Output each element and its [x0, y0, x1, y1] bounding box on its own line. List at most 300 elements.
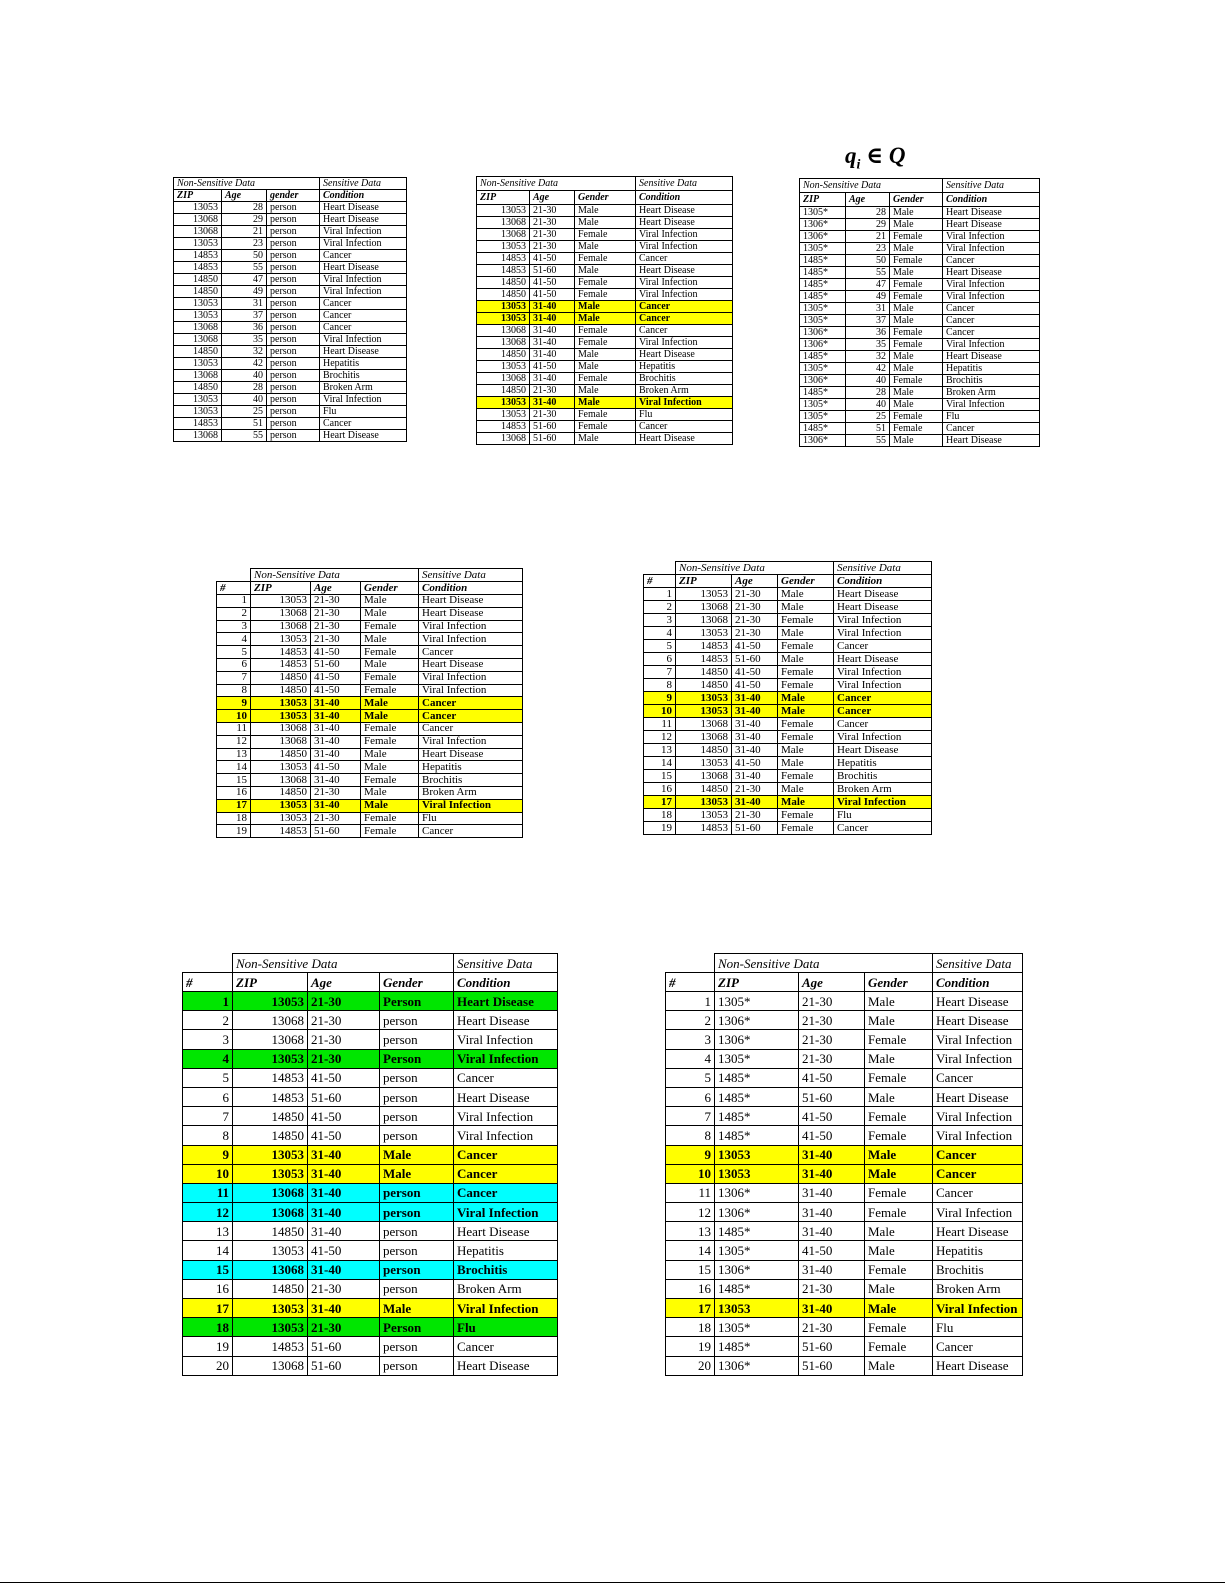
table-cell: Person [380, 1318, 454, 1337]
table-cell: Cancer [320, 250, 407, 262]
table-cell: 14853 [676, 640, 732, 653]
table-row [666, 1087, 1023, 1106]
table-cell: 14853 [233, 1337, 308, 1356]
table-cell: 13 [666, 1222, 715, 1241]
table-row [644, 822, 932, 835]
table-cell: 41-50 [732, 666, 778, 679]
table-cell: 1306* [800, 375, 846, 387]
table-cell: 5 [217, 646, 251, 659]
column-header: Gender [890, 193, 943, 207]
table-row [644, 588, 932, 601]
group-sensitive-label: Sensitive Data [834, 562, 932, 575]
table-cell: Cancer [454, 1164, 558, 1183]
table-cell: 13068 [477, 433, 530, 445]
table-row [800, 315, 1040, 327]
table-cell: 21-30 [799, 1279, 865, 1298]
table-cell: 13068 [174, 430, 222, 442]
table-cell: 3 [183, 1030, 233, 1049]
table-cell: Viral Infection [636, 337, 733, 349]
table-cell: Male [575, 301, 636, 313]
table-cell: 1305* [715, 1241, 799, 1260]
column-header: Condition [933, 973, 1023, 992]
group-sensitive-label: Sensitive Data [419, 569, 523, 582]
table-cell: Heart Disease [419, 658, 523, 671]
column-header: # [666, 973, 715, 992]
table-row [183, 1279, 558, 1298]
table-cell: Male [865, 1087, 933, 1106]
group-header-row [174, 178, 407, 190]
table-row [666, 1011, 1023, 1030]
table-cell: 41-50 [732, 679, 778, 692]
table-row [644, 692, 932, 705]
table-cell: 1485* [715, 1222, 799, 1241]
table-row [217, 646, 523, 659]
table-cell: Female [575, 289, 636, 301]
table-cell: Male [890, 363, 943, 375]
table-row [800, 411, 1040, 423]
table-cell: 31-40 [311, 774, 361, 787]
table-cell: 51-60 [530, 433, 575, 445]
table-cell: 13068 [477, 337, 530, 349]
table-row [183, 992, 558, 1011]
table-row [217, 658, 523, 671]
table-cell: Male [778, 757, 834, 770]
table-row [174, 322, 407, 334]
table-row [644, 705, 932, 718]
table-cell: 31-40 [311, 722, 361, 735]
table-cell: 41-50 [311, 671, 361, 684]
table-cell: 14853 [676, 822, 732, 835]
table-row [644, 614, 932, 627]
table-cell: 3 [666, 1030, 715, 1049]
data-table-t3 [799, 178, 1040, 447]
table-cell: 21-30 [308, 1011, 380, 1030]
table-row [644, 796, 932, 809]
table-cell: 1485* [715, 1337, 799, 1356]
table-cell: Female [575, 421, 636, 433]
column-header: ZIP [715, 973, 799, 992]
table-cell: person [380, 1356, 454, 1375]
table-cell: 32 [846, 351, 890, 363]
table-cell: Cancer [419, 722, 523, 735]
table-row [477, 217, 733, 229]
table-cell: 14850 [477, 289, 530, 301]
empty-corner-cell [644, 562, 676, 575]
table-cell: 13068 [251, 722, 311, 735]
table-cell: 13053 [477, 409, 530, 421]
table-cell: 13053 [233, 1318, 308, 1337]
table-cell: Female [890, 375, 943, 387]
table-row [174, 358, 407, 370]
table-cell: 13053 [477, 361, 530, 373]
table-cell: Female [361, 825, 419, 838]
table-cell: 19 [217, 825, 251, 838]
table-cell: Flu [419, 812, 523, 825]
table-cell: 7 [644, 666, 676, 679]
table-cell: person [267, 358, 320, 370]
column-header-row [217, 582, 523, 595]
table-cell: 51 [222, 418, 267, 430]
table-row [183, 1337, 558, 1356]
table-cell: 31-40 [308, 1145, 380, 1164]
table-cell: Female [361, 684, 419, 697]
table-cell: 31-40 [530, 373, 575, 385]
table-cell: 16 [644, 783, 676, 796]
table-cell: 7 [183, 1107, 233, 1126]
table-cell: Heart Disease [320, 346, 407, 358]
column-header: Condition [419, 582, 523, 595]
table-row [800, 399, 1040, 411]
column-header-row [183, 973, 558, 992]
table-cell: Male [865, 1145, 933, 1164]
table-row [800, 279, 1040, 291]
table-cell: 21-30 [311, 595, 361, 608]
table-cell: 31-40 [732, 718, 778, 731]
column-header: Age [311, 582, 361, 595]
table-cell: 21-30 [530, 205, 575, 217]
table-row [800, 375, 1040, 387]
table-cell: Male [865, 1164, 933, 1183]
table-row [183, 1241, 558, 1260]
table-cell: 1485* [800, 279, 846, 291]
table-cell: Person [380, 1049, 454, 1068]
table-cell: 14853 [477, 421, 530, 433]
table-cell: 28 [222, 202, 267, 214]
table-row [666, 1337, 1023, 1356]
table-cell: 51-60 [799, 1337, 865, 1356]
table-cell: 51-60 [308, 1356, 380, 1375]
table-row [800, 327, 1040, 339]
table-cell: 21-30 [530, 241, 575, 253]
table-cell: 31-40 [732, 731, 778, 744]
table-cell: 14850 [676, 666, 732, 679]
table-cell: 31-40 [799, 1260, 865, 1279]
table-cell: 13053 [174, 310, 222, 322]
table-cell: 28 [222, 382, 267, 394]
page-bottom-rule [0, 1582, 1225, 1583]
table-cell: 4 [217, 633, 251, 646]
table-cell: person [380, 1203, 454, 1222]
table-cell: Viral Infection [943, 339, 1040, 351]
table-row [477, 349, 733, 361]
table-row [666, 1241, 1023, 1260]
table-cell: 14853 [174, 250, 222, 262]
table-cell: Cancer [834, 692, 932, 705]
table-cell: 13068 [174, 214, 222, 226]
table-cell: 20 [183, 1356, 233, 1375]
table-cell: Viral Infection [943, 231, 1040, 243]
table-cell: 41-50 [530, 277, 575, 289]
table-cell: 31-40 [799, 1299, 865, 1318]
table-cell: 31 [846, 303, 890, 315]
table-cell: 35 [222, 334, 267, 346]
table-row [666, 1145, 1023, 1164]
table-cell: Heart Disease [933, 1087, 1023, 1106]
table-cell: 13068 [174, 370, 222, 382]
table-cell: Cancer [636, 253, 733, 265]
column-header-row [477, 191, 733, 205]
table-cell: Viral Infection [933, 1030, 1023, 1049]
table-row [644, 666, 932, 679]
table-cell: Cancer [933, 1164, 1023, 1183]
table-cell: 51-60 [732, 822, 778, 835]
table-cell: 31-40 [799, 1183, 865, 1202]
table-cell: 1305* [800, 399, 846, 411]
table-cell: 1305* [715, 1318, 799, 1337]
table-cell: Broken Arm [419, 786, 523, 799]
table-row [174, 370, 407, 382]
table-cell: 9 [644, 692, 676, 705]
table-cell: Heart Disease [419, 607, 523, 620]
table-row [477, 361, 733, 373]
table-cell: Female [361, 646, 419, 659]
table-cell: 15 [183, 1260, 233, 1279]
table-cell: Male [890, 351, 943, 363]
table-cell: 1306* [800, 339, 846, 351]
table-cell: 21-30 [799, 1318, 865, 1337]
table-cell: Female [361, 735, 419, 748]
column-header: Condition [636, 191, 733, 205]
table-cell: 49 [846, 291, 890, 303]
table-cell: Male [361, 786, 419, 799]
table-cell: Female [778, 822, 834, 835]
table-row [477, 325, 733, 337]
table-row [644, 757, 932, 770]
column-header: Age [846, 193, 890, 207]
table-cell: 13068 [233, 1183, 308, 1202]
table-cell: 21-30 [799, 992, 865, 1011]
table-cell: Heart Disease [320, 430, 407, 442]
table-cell: Male [575, 385, 636, 397]
table-row [666, 1356, 1023, 1375]
table-cell: 6 [644, 653, 676, 666]
table-cell: Male [380, 1164, 454, 1183]
table-row [217, 774, 523, 787]
column-header: gender [267, 190, 320, 202]
column-header-row [800, 193, 1040, 207]
table-cell: 21-30 [308, 992, 380, 1011]
formula-rest: ∈ Q [860, 143, 906, 168]
table-row [800, 339, 1040, 351]
table-cell: 31-40 [308, 1222, 380, 1241]
table-cell: Male [865, 1279, 933, 1298]
table-cell: 13053 [251, 799, 311, 812]
table-cell: Male [575, 241, 636, 253]
table-cell: person [267, 214, 320, 226]
table-cell: Viral Infection [943, 291, 1040, 303]
table-cell: Heart Disease [320, 214, 407, 226]
table-cell: 35 [846, 339, 890, 351]
table-cell: Cancer [454, 1183, 558, 1202]
table-row [800, 267, 1040, 279]
table-cell: 18 [183, 1318, 233, 1337]
table-row [174, 310, 407, 322]
table-cell: Viral Infection [320, 226, 407, 238]
table-row [183, 1222, 558, 1241]
table-row [666, 1279, 1023, 1298]
table-cell: Male [778, 627, 834, 640]
table-cell: Cancer [320, 298, 407, 310]
table-cell: Viral Infection [834, 627, 932, 640]
table-cell: Heart Disease [419, 748, 523, 761]
table-cell: Cancer [933, 1337, 1023, 1356]
table-cell: Female [778, 718, 834, 731]
table-cell: Female [865, 1126, 933, 1145]
table-cell: 13068 [233, 1260, 308, 1279]
table-cell: 37 [222, 310, 267, 322]
table-cell: 21-30 [732, 588, 778, 601]
table-cell: Viral Infection [419, 799, 523, 812]
table-cell: 12 [183, 1203, 233, 1222]
group-nonsensitive-label: Non-Sensitive Data [233, 954, 454, 973]
table-cell: 15 [644, 770, 676, 783]
table-cell: Flu [454, 1318, 558, 1337]
table-row [183, 1030, 558, 1049]
table-cell: Broken Arm [933, 1279, 1023, 1298]
table-cell: 21-30 [530, 385, 575, 397]
table-cell: 13053 [251, 761, 311, 774]
table-cell: 10 [644, 705, 676, 718]
table-cell: 8 [183, 1126, 233, 1145]
table-cell: person [267, 274, 320, 286]
table-cell: 41-50 [732, 757, 778, 770]
table-cell: 31-40 [308, 1299, 380, 1318]
table-row [477, 277, 733, 289]
table-cell: 41-50 [308, 1107, 380, 1126]
table-cell: 4 [183, 1049, 233, 1068]
table-cell: 14853 [233, 1068, 308, 1087]
group-header-row [800, 179, 1040, 193]
table-cell: 21-30 [799, 1011, 865, 1030]
table-cell: 51-60 [530, 421, 575, 433]
table-cell: 8 [217, 684, 251, 697]
table-cell: 13068 [233, 1356, 308, 1375]
table-cell: Male [778, 705, 834, 718]
table-row [666, 1049, 1023, 1068]
column-header: ZIP [251, 582, 311, 595]
table-cell: Cancer [943, 327, 1040, 339]
table-cell: person [267, 262, 320, 274]
table-cell: Male [361, 761, 419, 774]
table-cell: 14850 [676, 679, 732, 692]
table-cell: 13053 [251, 633, 311, 646]
table-cell: 41-50 [311, 646, 361, 659]
column-header: # [644, 575, 676, 588]
table-cell: 21-30 [311, 620, 361, 633]
table-row [183, 1107, 558, 1126]
table-cell: 41-50 [530, 253, 575, 265]
table-row [666, 1222, 1023, 1241]
table-cell: Viral Infection [320, 394, 407, 406]
table-cell: 8 [666, 1126, 715, 1145]
table-cell: Male [890, 435, 943, 447]
table-cell: Viral Infection [419, 633, 523, 646]
table-row [174, 202, 407, 214]
table-cell: 47 [222, 274, 267, 286]
table-cell: 14850 [233, 1222, 308, 1241]
column-header: Gender [575, 191, 636, 205]
table-cell: 51-60 [311, 658, 361, 671]
group-nonsensitive-label: Non-Sensitive Data [800, 179, 943, 193]
table-cell: Viral Infection [454, 1030, 558, 1049]
table-row [174, 274, 407, 286]
table-cell: Male [778, 796, 834, 809]
table-cell: 21-30 [530, 409, 575, 421]
table-cell: 1485* [800, 255, 846, 267]
table-cell: Viral Infection [636, 229, 733, 241]
table-cell: 1306* [715, 1030, 799, 1049]
table-cell: 18 [217, 812, 251, 825]
table-cell: person [267, 430, 320, 442]
column-header: Gender [361, 582, 419, 595]
table-cell: Female [778, 640, 834, 653]
table-cell: Male [890, 243, 943, 255]
table-cell: 13053 [233, 1145, 308, 1164]
table-cell: 1485* [800, 351, 846, 363]
table-cell: 1485* [715, 1279, 799, 1298]
column-header: Gender [865, 973, 933, 992]
table-cell: 1 [644, 588, 676, 601]
table-cell: Brochitis [320, 370, 407, 382]
table-cell: 14853 [251, 825, 311, 838]
table-cell: 13053 [233, 1299, 308, 1318]
table-cell: 41-50 [311, 684, 361, 697]
table-row [666, 1126, 1023, 1145]
table-cell: 1306* [800, 327, 846, 339]
group-header-row [217, 569, 523, 582]
table-cell: 14850 [174, 382, 222, 394]
table-cell: Heart Disease [933, 1356, 1023, 1375]
table-cell: 7 [666, 1107, 715, 1126]
table-cell: 14850 [251, 748, 311, 761]
table-row [174, 226, 407, 238]
table-row [800, 291, 1040, 303]
table-cell: 18 [666, 1318, 715, 1337]
table-cell: 29 [846, 219, 890, 231]
table-row [477, 409, 733, 421]
table-cell: Male [361, 799, 419, 812]
table-cell: 55 [846, 267, 890, 279]
table-cell: 17 [644, 796, 676, 809]
table-cell: 28 [846, 207, 890, 219]
table-cell: 1 [183, 992, 233, 1011]
table-cell: 1306* [715, 1183, 799, 1202]
table-cell: 14853 [251, 658, 311, 671]
table-row [666, 1068, 1023, 1087]
table-cell: 31-40 [732, 744, 778, 757]
table-cell: 6 [183, 1087, 233, 1106]
table-cell: Viral Infection [454, 1049, 558, 1068]
table-cell: 2 [666, 1011, 715, 1030]
table-cell: 13068 [233, 1030, 308, 1049]
table-cell: Male [380, 1299, 454, 1318]
formula-var: q [845, 143, 857, 168]
empty-corner-cell [666, 954, 715, 973]
table-cell: Male [865, 1049, 933, 1068]
table-cell: 4 [644, 627, 676, 640]
table-cell: 31-40 [311, 735, 361, 748]
table-cell: 13053 [676, 757, 732, 770]
table-cell: Female [575, 337, 636, 349]
table-cell: Cancer [933, 1145, 1023, 1164]
table-cell: Female [361, 812, 419, 825]
table-cell: 13053 [715, 1145, 799, 1164]
column-header: # [217, 582, 251, 595]
table-cell: 21-30 [308, 1030, 380, 1049]
table-cell: 21-30 [732, 601, 778, 614]
table-cell: person [267, 406, 320, 418]
table-cell: Male [778, 744, 834, 757]
